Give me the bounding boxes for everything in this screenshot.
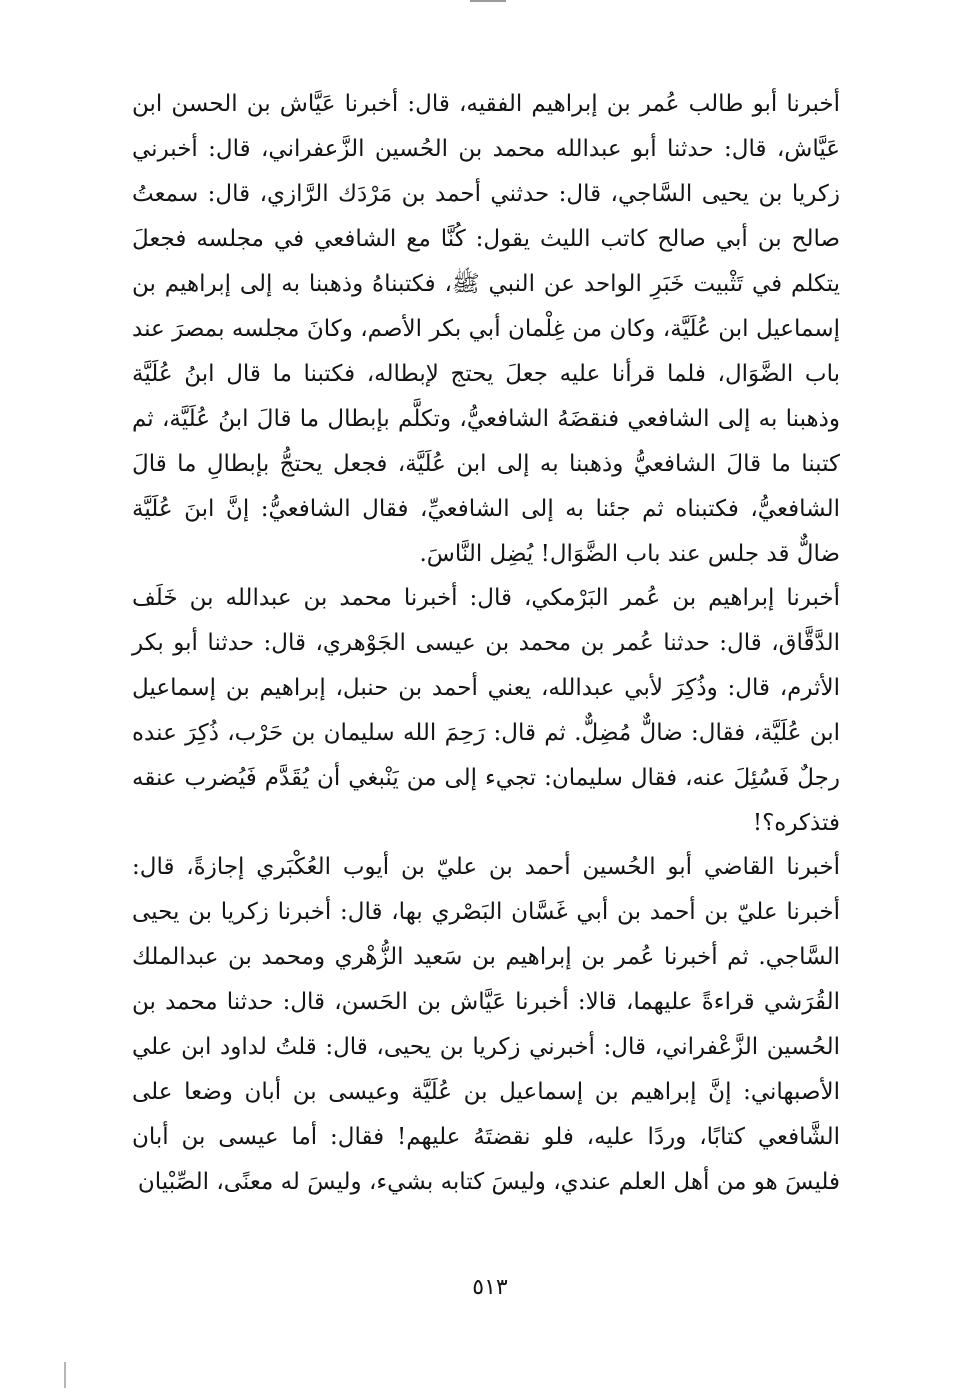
- paragraph-2: [132, 576, 840, 846]
- paragraph-1: [132, 82, 840, 577]
- paragraph-3-text: أخبرنا القاضي أبو الحُسين أحمد بن عليّ بن أيوب العُكْبَري إجازةً، قال: أخبرنا عليّ بن أحمد بن أبي غَسَّان البَصْري بها، قال: أخبرنا زكريا بن يحيى السَّاجي. ثم أخبرنا عُمر بن إبراهيم بن سَعيد الزُّهْري ومحمد بن عبدالملك القُرَشي قراءةً عليهما، قالا: أخبرنا عَيَّاش بن الحَسن، قال: حدثنا محمد بن الحُسين الزَّعْفراني، قال: أخبرني زكريا بن يحيى، قال: قلتُ لداود ابن علي الأصبهاني: إنَّ إبراهيم بن إسماعيل بن عُلَيَّة وعيسى بن أبان وضعا على الشَّافعي كتابًا، وردًا عليه، فلو نقضتَهُ عليهم! فقال: أما عيسى بن أبان فليسَ هو من أهل العلم عندي، وليسَ كتابه بشيء، وليسَ له معنًى، الصِّبْيان: [132, 854, 840, 1195]
- left-edge-mark: [64, 1362, 66, 1388]
- page-number: ٥١٣: [472, 1275, 508, 1300]
- paragraph-1-text: أخبرنا أبو طالب عُمر بن إبراهيم الفقيه، قال: أخبرنا عَيَّاش بن الحسن ابن عَيَّاش، قال: حدثنا أبو عبدالله محمد بن الحُسين الزَّعفراني، قال: أخبرني زكريا بن يحيى السَّاجي، قال: حدثني أحمد بن مَرْدَك الرَّازي، قال: سمعتُ صالح بن أبي صالح كاتب الليث يقول: كُنَّا مع الشافعي في مجلسه فجعلَ يتكلم في تَثْبيت خَبَرِ الواحد عن النبي ﷺ، فكتبناهُ وذهبنا به إلى إبراهيم بن إسماعيل ابن عُلَيَّة، وكان من غِلْمان أبي بكر الأصم، وكانَ مجلسه بمصرَ عند باب الضَّوَال، فلما قرأنا عليه جعلَ يحتج لإبطاله، فكتبنا ما قال ابنُ عُلَيَّة وذهبنا به إلى الشافعي فنقضَهُ الشافعيُّ، وتكلَّم بإبطال ما قالَ ابنُ عُلَيَّة، ثم كتبنا ما قالَ الشافعيُّ وذهبنا به إلى ابن عُلَيَّة، فجعل يحتجُّ بإبطالِ ما قالَ الشافعيُّ، فكتبناه ثم جئنا به إلى الشافعيِّ، فقال الشافعيُّ: إنَّ ابنَ عُلَيَّة ضالٌّ قد جلس عند باب الضَّوَال! يُضِل النَّاسَ.: [132, 91, 840, 567]
- top-edge-mark: [470, 0, 506, 2]
- paragraph-3: [132, 845, 840, 1205]
- paragraph-2-text: أخبرنا إبراهيم بن عُمر البَرْمكي، قال: أخبرنا محمد بن عبدالله بن خَلَف الدَّقَّاق، قال: حدثنا عُمر بن محمد بن عيسى الجَوْهري، قال: حدثنا أبو بكر الأثرم، قال: وذُكِرَ لأبي عبدالله، يعني أحمد بن حنبل، إبراهيم بن إسماعيل ابن عُلَيَّة، فقال: ضالٌّ مُضِلٌّ. ثم قال: رَحِمَ الله سليمان بن حَرْب، ذُكِرَ عنده رجلٌ فَسُئِلَ عنه، فقال سليمان: تجيء إلى من يَنْبغي أن يُقَدَّم فَيُضرب عنقه فتذكره؟!: [132, 585, 840, 836]
